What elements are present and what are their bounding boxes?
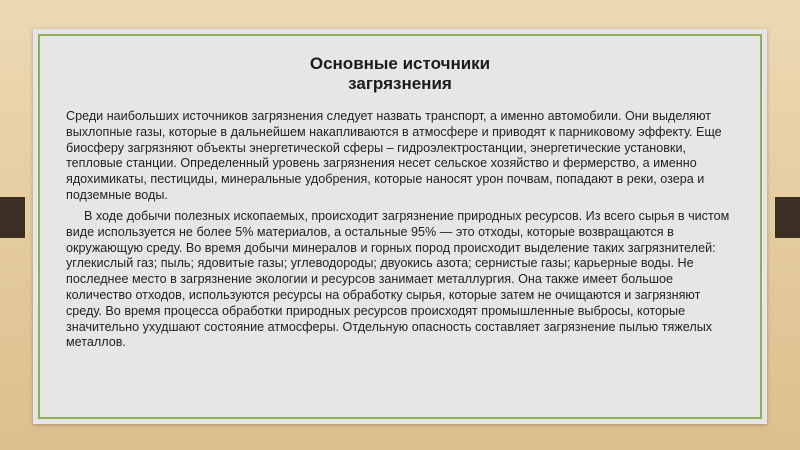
- paragraph-transport-energy: Среди наибольших источников загрязнения следует назвать транспорт, а именно автомобили. Они выделяют выхлопные газы, которые в дальнейшем накапливаются в атмосфере и приводят к парниковому эффекту. Еще биосферу загрязняют объекты энергетической сферы – гидроэлектростанции, энергетические установки, тепловые станции. Определенный уровень загрязнения несет сельское хозяйство и фермерство, а именно ядохимикаты, пестициды, минеральные удобрения, которые наносят урон почвам, попадают в реки, озера и подземные воды.: [66, 109, 722, 202]
- right-side-tab: [775, 197, 800, 238]
- paragraph-mining-metallurgy: В ходе добычи полезных ископаемых, происходит загрязнение природных ресурсов. Из всего сырья в чистом виде используется не более 5% материалов, а остальные 95% — это отходы, которые возвращаются в окружающую среду. Во время добычи минералов и горных пород происходит выделение таких загрязнителей: углекислый газ; пыль; ядовитые газы; углеводороды; двуокись азота; сернистые газы; карьерные воды. Не последнее место в загрязнение экологии и ресурсов занимает металлургия. Она также имеет большое количество отходов, используются ресурсы на обработку сырья, которые затем не очищаются и загрязняют среду. Во время процесса обработки природных ресурсов происходят промышленные выбросы, которые значительно ухудшают состояние атмосферы. Отдельную опасность составляет загрязнение пылью тяжелых металлов.: [66, 209, 730, 350]
- left-side-tab: [0, 197, 25, 238]
- slide-title-line-2: загрязнения: [348, 74, 452, 93]
- slide-card: [33, 29, 767, 424]
- slide-title: [33, 54, 767, 94]
- slide-title-line-1: Основные источники: [309, 54, 491, 73]
